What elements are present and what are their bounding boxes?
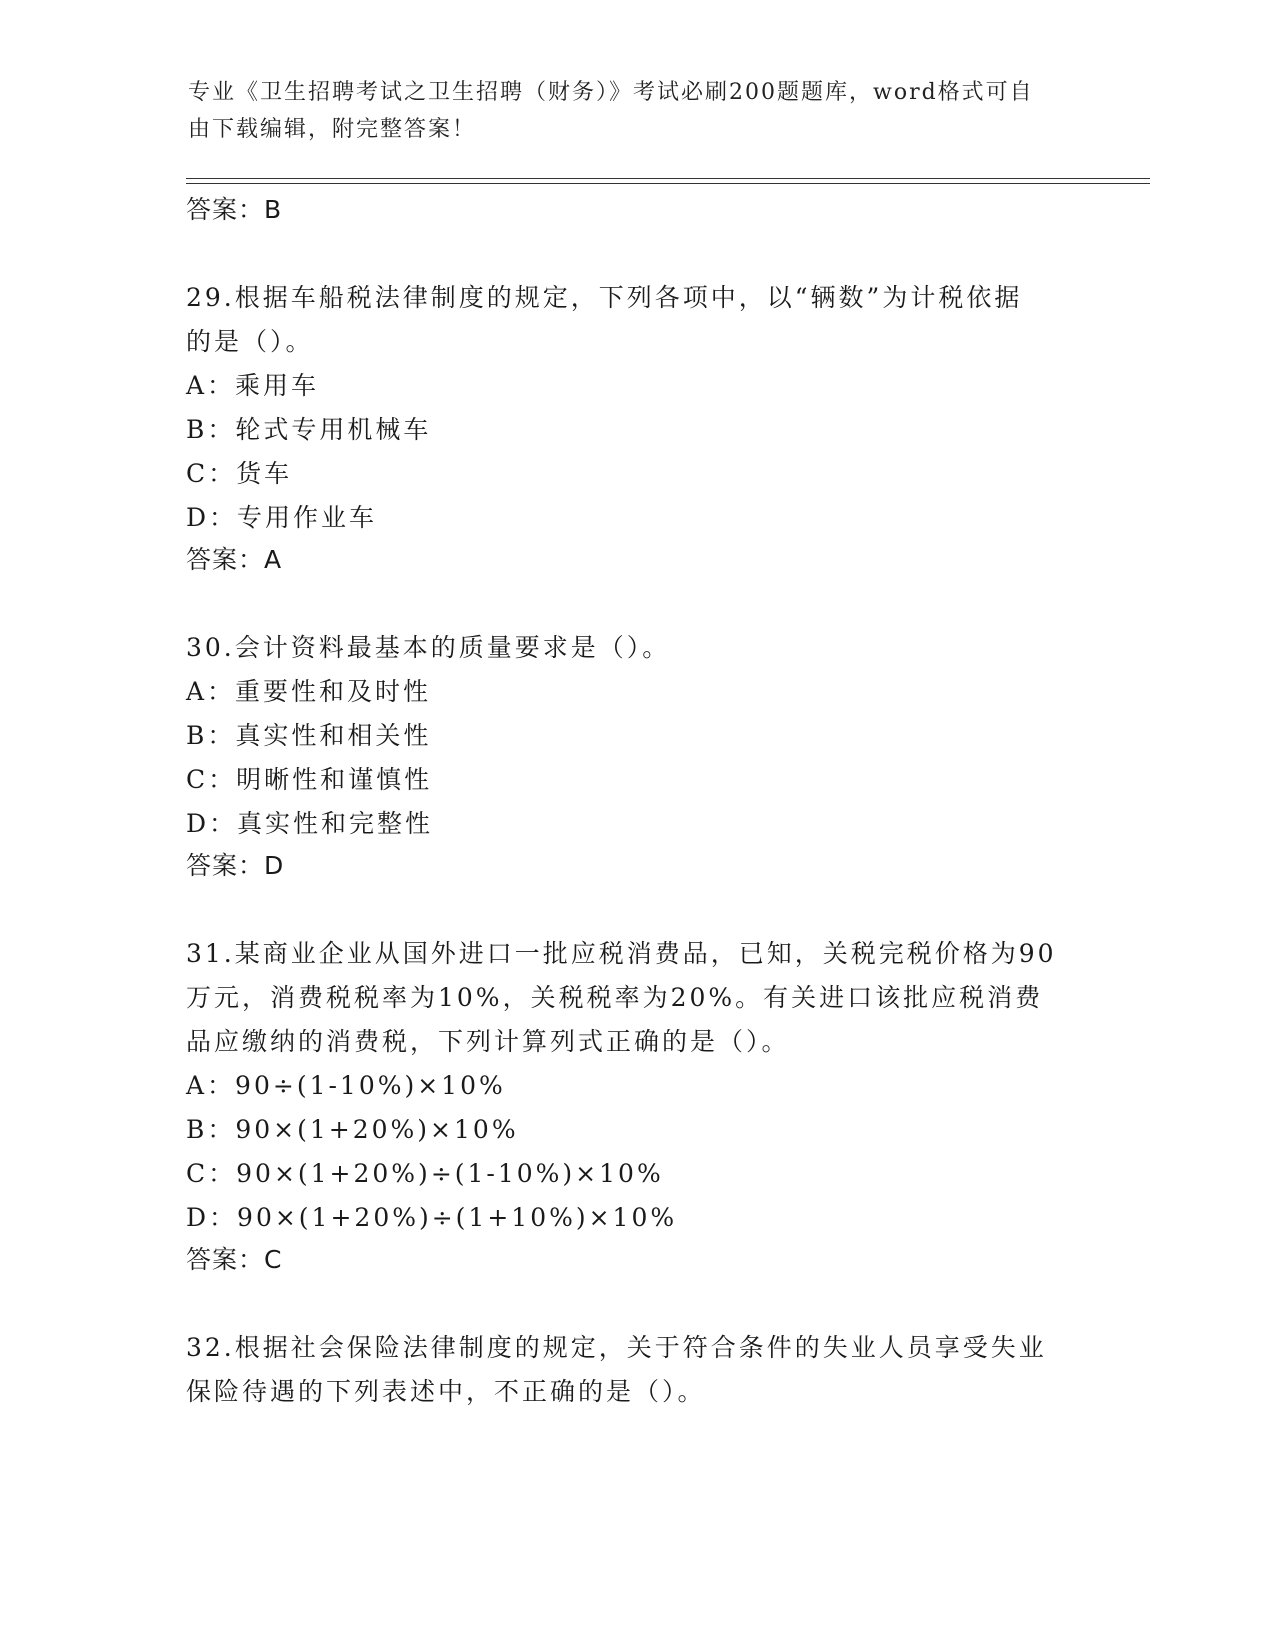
q29-stem-line1: 29.根据车船税法律制度的规定，下列各项中，以“辆数”为计税依据 [186, 283, 1023, 312]
q30-stem-line1: 30.会计资料最基本的质量要求是（）。 [186, 633, 671, 662]
q29-stem-line2: 的是（）。 [186, 327, 314, 356]
q30-option-d: D：真实性和完整性 [186, 809, 434, 838]
q30-option-a: A：重要性和及时性 [186, 677, 432, 706]
document-header [188, 74, 1068, 148]
q30-option-b: B：真实性和相关性 [186, 721, 432, 750]
q31-stem-line1: 31.某商业企业从国外进口一批应税消费品，已知，关税完税价格为90 [186, 939, 1057, 968]
q29-answer: 答案：A [186, 545, 283, 574]
q32-stem-line2: 保险待遇的下列表述中，不正确的是（）。 [186, 1377, 706, 1406]
q29-option-a: A：乘用车 [186, 371, 320, 400]
q31-option-b: B：90×(1+20%)×10% [186, 1115, 519, 1144]
q31-option-a: A：90÷(1-10%)×10% [186, 1071, 506, 1100]
q29-option-c: C：货车 [186, 459, 293, 488]
q30-answer: 答案：D [186, 851, 285, 880]
q29-option-d: D：专用作业车 [186, 503, 378, 532]
header-line-2: 由下载编辑，附完整答案！ [188, 117, 477, 142]
q31-answer: 答案：C [186, 1245, 283, 1274]
q31-option-d: D：90×(1+20%)÷(1+10%)×10% [186, 1203, 678, 1232]
q32-stem-line1: 32.根据社会保险法律制度的规定，关于符合条件的失业人员享受失业 [186, 1333, 1047, 1362]
prev-answer: 答案：B [186, 195, 283, 224]
q31-option-c: C：90×(1+20%)÷(1-10%)×10% [186, 1159, 664, 1188]
header-line-1: 专业《卫生招聘考试之卫生招聘（财务）》考试必刷200题题库，word格式可自 [188, 80, 1034, 105]
header-rule-top [186, 178, 1150, 179]
header-rule-bottom [186, 183, 1150, 184]
q31-stem-line2: 万元，消费税税率为10%，关税税率为20%。有关进口该批应税消费 [186, 983, 1044, 1012]
q29-option-b: B：轮式专用机械车 [186, 415, 432, 444]
q31-stem-line3: 品应缴纳的消费税，下列计算列式正确的是（）。 [186, 1027, 790, 1056]
q30-option-c: C：明晰性和谨慎性 [186, 765, 433, 794]
